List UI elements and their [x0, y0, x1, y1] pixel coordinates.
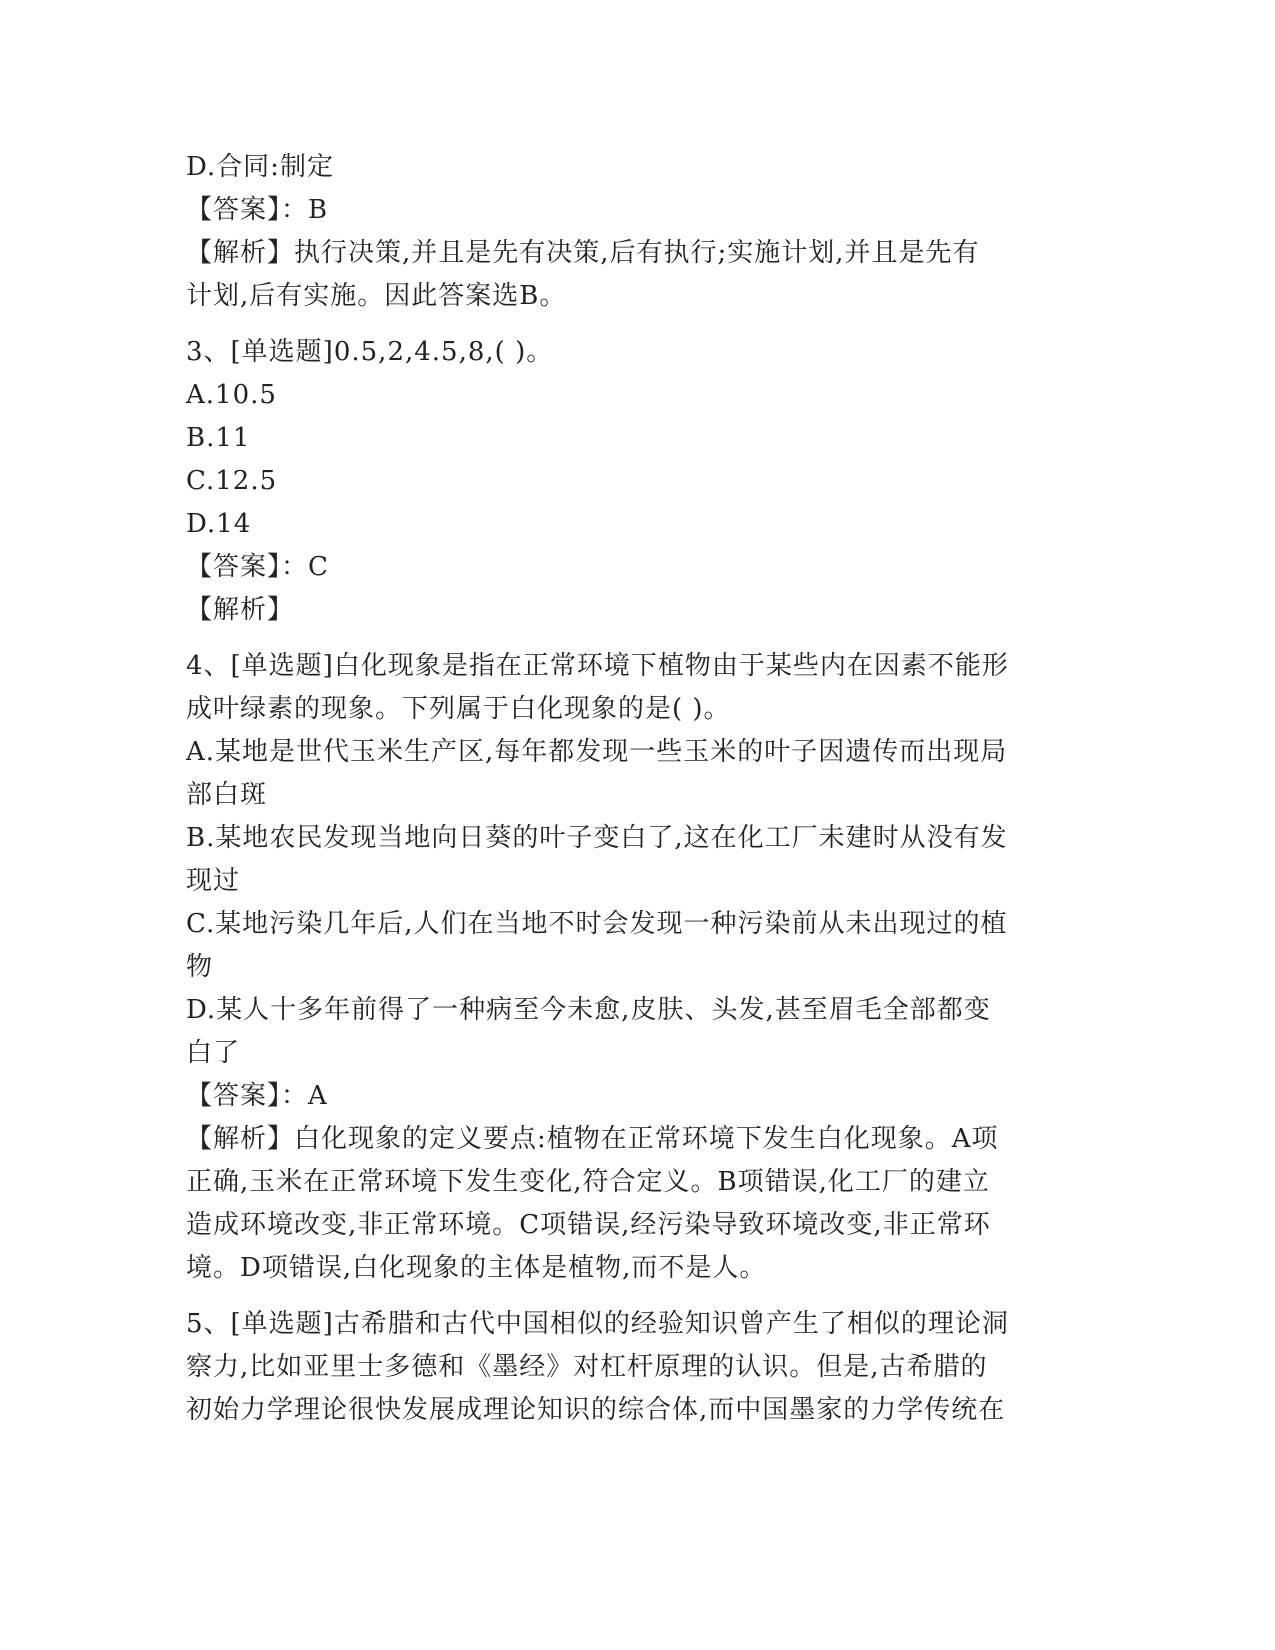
answer-line: 【答案】：C	[186, 552, 329, 582]
option-d: D.14	[186, 509, 252, 539]
question-stem: 3、[单选题]0.5,2,4.5,8,( )。	[186, 337, 554, 367]
analysis-line: 境。D项错误,白化现象的主体是植物,而不是人。	[186, 1253, 767, 1283]
option-c: C.12.5	[186, 466, 278, 496]
question-stem: 5、[单选题]古希腊和古代中国相似的经验知识曾产生了相似的理论洞	[186, 1309, 1009, 1339]
option-a: 部白斑	[186, 780, 268, 810]
analysis-line: 造成环境改变,非正常环境。C项错误,经污染导致环境改变,非正常环	[186, 1210, 991, 1240]
option-b: B.某地农民发现当地向日葵的叶子变白了,这在化工厂未建时从没有发	[186, 823, 1008, 853]
option-d: D.某人十多年前得了一种病至今未愈,皮肤、头发,甚至眉毛全部都变	[186, 995, 991, 1025]
option-a: A.10.5	[186, 380, 277, 410]
answer-line: 【答案】：A	[186, 1081, 328, 1111]
analysis-line: 正确,玉米在正常环境下发生变化,符合定义。B项错误,化工厂的建立	[186, 1167, 990, 1197]
option-a: A.某地是世代玉米生产区,每年都发现一些玉米的叶子因遗传而出现局	[186, 737, 1008, 767]
option-b: B.11	[186, 423, 251, 453]
question-stem: 初始力学理论很快发展成理论知识的综合体,而中国墨家的力学传统在	[186, 1395, 1006, 1425]
question-stem: 4、[单选题]白化现象是指在正常环境下植物由于某些内在因素不能形	[186, 651, 1009, 681]
analysis-line: 计划,后有实施。因此答案选B。	[186, 281, 567, 311]
paragraph-gap	[186, 632, 1076, 645]
option-b: 现过	[186, 866, 241, 896]
paragraph-gap	[186, 318, 1076, 331]
question-stem: 成叶绿素的现象。下列属于白化现象的是( )。	[186, 694, 731, 724]
paragraph-gap	[186, 1290, 1076, 1303]
analysis-line: 【解析】执行决策,并且是先有决策,后有执行;实施计划,并且是先有	[186, 238, 980, 268]
text-line: D.合同:制定	[186, 152, 334, 182]
analysis-line: 【解析】	[186, 595, 295, 625]
option-c: 物	[186, 952, 214, 982]
question-stem: 察力,比如亚里士多德和《墨经》对杠杆原理的认识。但是,古希腊的	[186, 1352, 988, 1382]
document-page	[186, 146, 1076, 1432]
answer-line: 【答案】：B	[186, 195, 329, 225]
option-c: C.某地污染几年后,人们在当地不时会发现一种污染前从未出现过的植	[186, 909, 1008, 939]
option-d: 白了	[186, 1038, 241, 1068]
analysis-line: 【解析】白化现象的定义要点:植物在正常环境下发生白化现象。A项	[186, 1124, 999, 1154]
